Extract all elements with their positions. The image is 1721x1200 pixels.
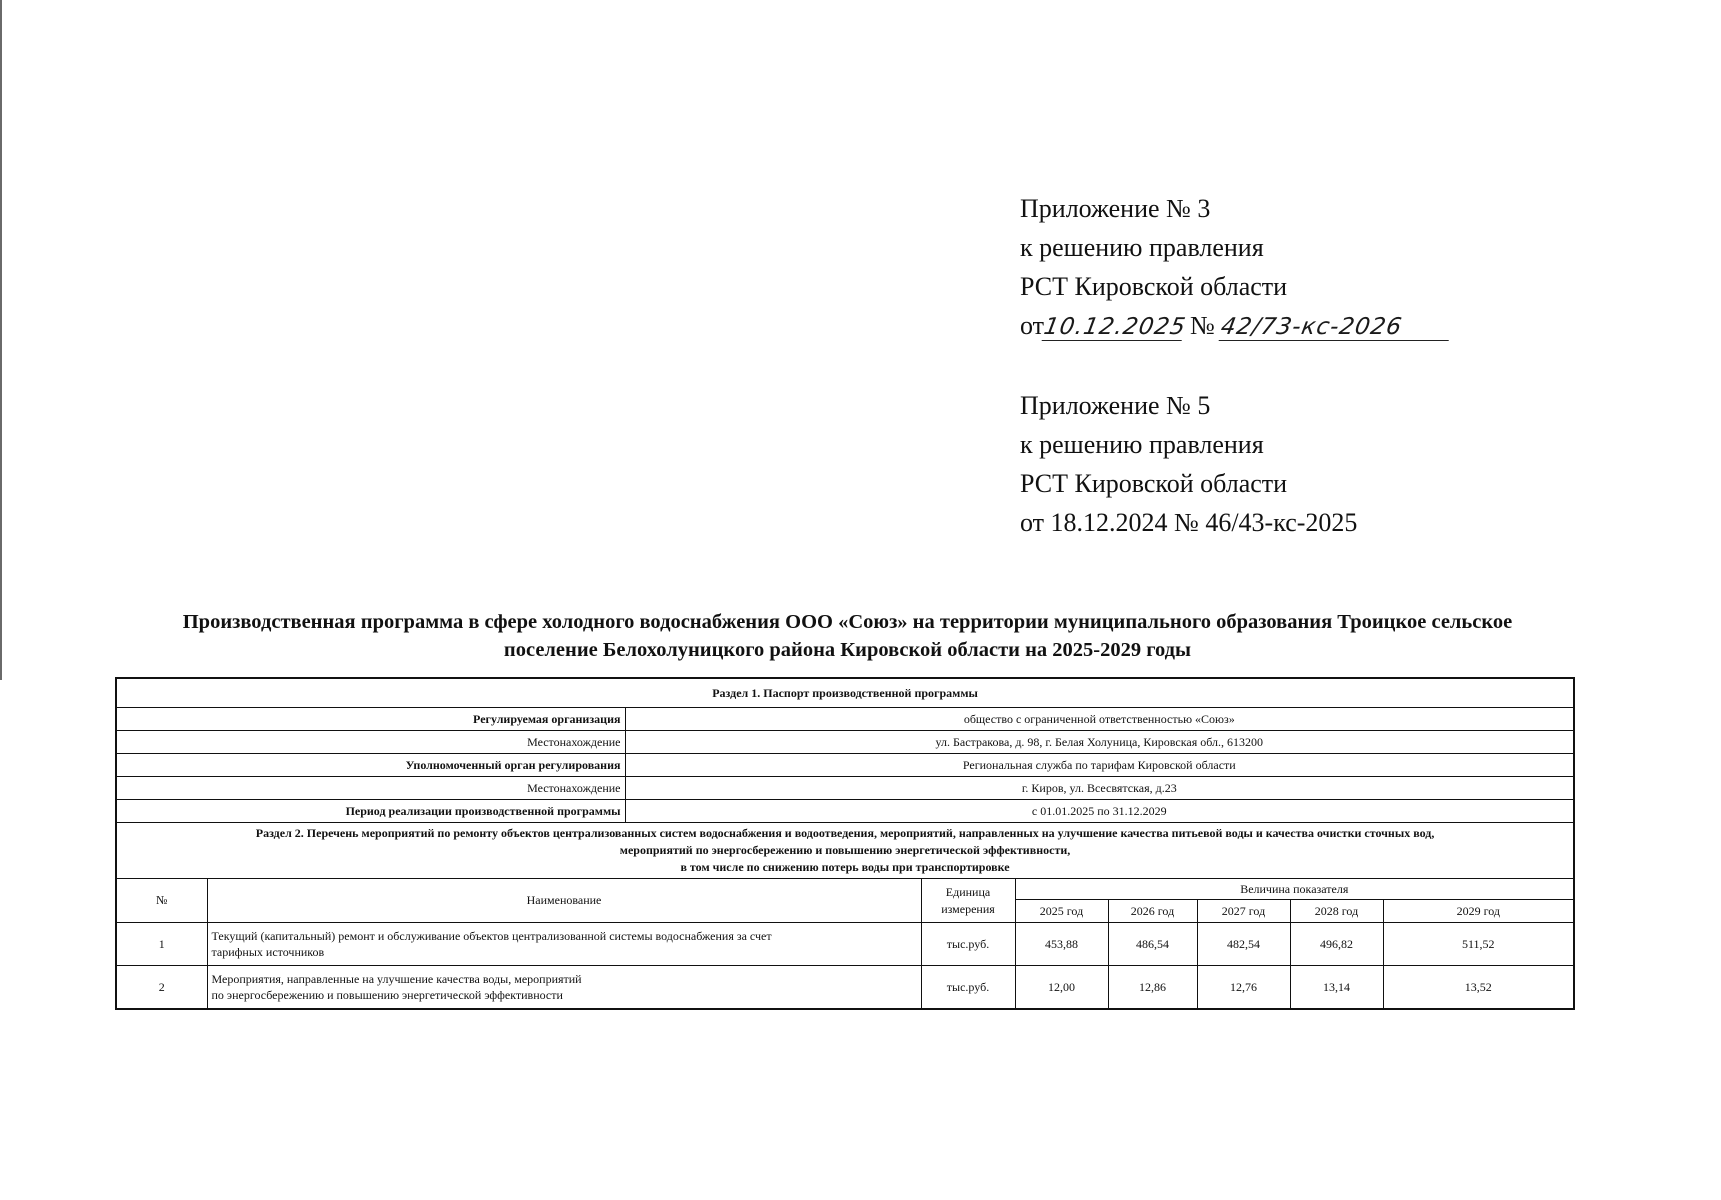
section-2-heading [116, 823, 1574, 879]
passport-value: Региональная служба по тарифам Кировской области [625, 754, 1574, 777]
appendix-3-authority: РСТ Кировской области [1020, 272, 1288, 301]
appendix-5-block [1020, 386, 1357, 542]
column-header-year: 2026 год [1108, 900, 1197, 923]
passport-value: г. Киров, ул. Всесвятская, д.23 [625, 777, 1574, 800]
passport-row [116, 777, 1574, 800]
row-name [207, 923, 921, 966]
section-2-heading-line-3: в том числе по снижению потерь воды при транспортировке [680, 860, 1010, 874]
scan-edge [0, 0, 2, 680]
row-name-line-2: тарифных источников [211, 945, 325, 959]
passport-row [116, 800, 1574, 823]
passport-label: Местонахождение [116, 731, 625, 754]
passport-label: Период реализации производственной программы [116, 800, 625, 823]
passport-label: Регулируемая организация [116, 708, 625, 731]
appendix-3-block [1020, 189, 1451, 345]
row-value-2025: 12,00 [1015, 966, 1108, 1010]
number-prefix: № [1190, 311, 1215, 340]
row-name-line-2: по энергосбережению и повышению энергетической эффективности [211, 988, 563, 1002]
column-header-year: 2029 год [1383, 900, 1574, 923]
column-header-unit-line-1: Единица [945, 884, 991, 899]
row-name [207, 966, 921, 1010]
production-program-table [115, 677, 1575, 1010]
row-value-2026: 12,86 [1108, 966, 1197, 1010]
document-title-line-1: Производственная программа в сфере холодного водоснабжения ООО «Союз» на территории муниципального образования Троицкое сельское [182, 611, 1513, 633]
passport-label: Уполномоченный орган регулирования [116, 754, 625, 777]
row-name-line-1: Текущий (капитальный) ремонт и обслуживание объектов централизованной системы водоснабжения за счет [211, 929, 772, 943]
column-header-year: 2025 год [1015, 900, 1108, 923]
row-value-2027: 12,76 [1197, 966, 1290, 1010]
row-value-2028: 13,14 [1290, 966, 1383, 1010]
column-header-number: № [116, 879, 207, 923]
column-header-unit-line-2: измерения [941, 901, 995, 916]
row-value-2027: 482,54 [1197, 923, 1290, 966]
row-number: 1 [116, 923, 207, 966]
document-title [120, 608, 1575, 664]
passport-row [116, 754, 1574, 777]
column-header-year: 2027 год [1197, 900, 1290, 923]
appendix-5-decision: к решению правления [1020, 430, 1264, 459]
document-title-line-2: поселение Белохолуницкого района Кировской области на 2025-2029 годы [503, 639, 1192, 661]
appendix-3-title: Приложение № 3 [1020, 194, 1211, 223]
table-row [116, 966, 1574, 1010]
row-value-2026: 486,54 [1108, 923, 1197, 966]
section-1-heading: Раздел 1. Паспорт производственной программы [116, 678, 1574, 708]
passport-label: Местонахождение [116, 777, 625, 800]
row-value-2029: 511,52 [1383, 923, 1574, 966]
passport-row [116, 731, 1574, 754]
column-header-year: 2028 год [1290, 900, 1383, 923]
row-unit: тыс.руб. [921, 966, 1015, 1010]
handwritten-number: 42/73-кс-2026 [1219, 314, 1454, 341]
from-prefix: от [1020, 311, 1045, 340]
section-2-heading-line-1: Раздел 2. Перечень мероприятий по ремонту объектов централизованных систем водоснабжения и водоотведения, мероприятий, направленных на улучшение качества питьевой воды и качества очистки сточных вод, [255, 826, 1435, 840]
appendix-3-date-number [1020, 306, 1451, 345]
column-header-name: Наименование [207, 879, 921, 923]
passport-value: ул. Бастракова, д. 98, г. Белая Холуница, Кировская обл., 613200 [625, 731, 1574, 754]
passport-row [116, 708, 1574, 731]
column-header-value: Величина показателя [1015, 879, 1574, 900]
section-2-heading-line-2: мероприятий по энергосбережению и повышению энергетической эффективности, [619, 843, 1071, 857]
appendix-3-decision: к решению правления [1020, 233, 1264, 262]
row-value-2028: 496,82 [1290, 923, 1383, 966]
appendix-5-authority: РСТ Кировской области [1020, 469, 1288, 498]
handwritten-date: 10.12.2025 [1041, 314, 1189, 340]
passport-value: общество с ограниченной ответственностью «Союз» [625, 708, 1574, 731]
column-header-unit [921, 879, 1015, 923]
appendix-5-date-number: от 18.12.2024 № 46/43-кс-2025 [1020, 508, 1358, 537]
appendix-5-title: Приложение № 5 [1020, 391, 1211, 420]
row-value-2029: 13,52 [1383, 966, 1574, 1010]
row-unit: тыс.руб. [921, 923, 1015, 966]
row-number: 2 [116, 966, 207, 1010]
row-value-2025: 453,88 [1015, 923, 1108, 966]
passport-value: с 01.01.2025 по 31.12.2029 [625, 800, 1574, 823]
row-name-line-1: Мероприятия, направленные на улучшение качества воды, мероприятий [211, 972, 582, 986]
table-row [116, 923, 1574, 966]
